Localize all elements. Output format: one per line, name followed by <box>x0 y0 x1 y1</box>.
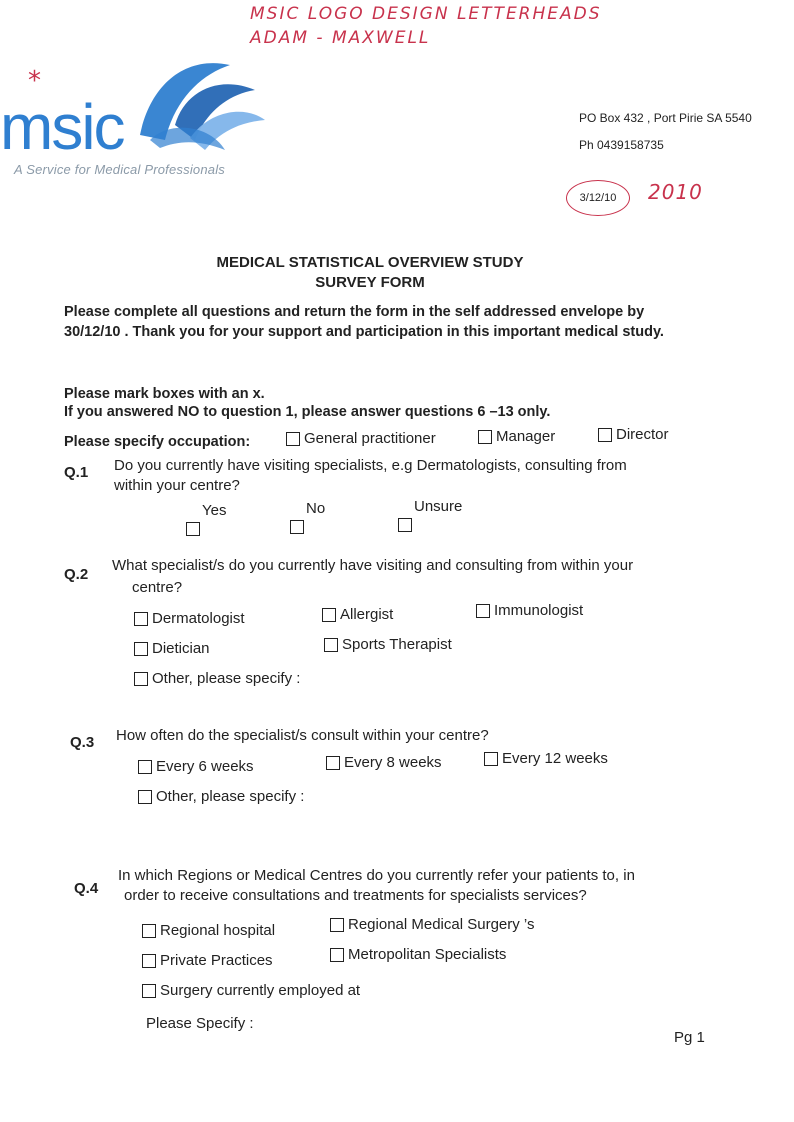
q1-number: Q.1 <box>64 464 89 481</box>
checkbox[interactable] <box>398 518 412 532</box>
logo-tagline: A Service for Medical Professionals <box>14 162 225 177</box>
q4-number: Q.4 <box>74 880 99 897</box>
date-stamp <box>566 180 630 216</box>
handwritten-year: 2010 <box>648 180 703 204</box>
checkbox[interactable] <box>142 984 156 998</box>
q2-number: Q.2 <box>64 566 89 583</box>
q1-option-unsure[interactable]: Unsure <box>398 498 488 534</box>
q2-option-dietician[interactable]: Dietician <box>134 640 210 657</box>
q2-option-sports-therapist[interactable]: Sports Therapist <box>324 636 452 653</box>
q1-option-yes[interactable]: Yes <box>186 502 246 538</box>
q3-option-every-8-weeks[interactable]: Every 8 weeks <box>326 754 442 771</box>
q2-option-immunologist[interactable]: Immunologist <box>476 602 583 619</box>
q2-option-allergist[interactable]: Allergist <box>322 606 393 623</box>
q4-text-line2: order to receive consultations and treatments for specialists services? <box>124 887 587 904</box>
checkbox[interactable] <box>142 954 156 968</box>
checkbox[interactable] <box>290 520 304 534</box>
q2-option-other[interactable]: Other, please specify : <box>134 670 300 687</box>
q4-please-specify: Please Specify : <box>146 1015 254 1032</box>
handwritten-note-line2: ADAM - MAXWELL <box>250 28 431 48</box>
q3-option-every-6-weeks[interactable]: Every 6 weeks <box>138 758 254 775</box>
occupation-label: Please specify occupation: <box>64 434 251 450</box>
checkbox[interactable] <box>138 790 152 804</box>
q2-option-dermatologist[interactable]: Dermatologist <box>134 610 245 627</box>
checkbox[interactable] <box>484 752 498 766</box>
checkbox[interactable] <box>330 918 344 932</box>
form-title-line2: SURVEY FORM <box>315 274 425 291</box>
checkbox[interactable] <box>286 432 300 446</box>
q4-text-line1: In which Regions or Medical Centres do you currently refer your patients to, in <box>118 867 635 884</box>
q1-text-line2: within your centre? <box>114 477 240 494</box>
q4-option-private-practices[interactable]: Private Practices <box>142 952 273 969</box>
instruction-mark-boxes: Please mark boxes with an x. <box>64 386 265 402</box>
q4-option-surgery-employed[interactable]: Surgery currently employed at <box>142 982 360 999</box>
occupation-option-general-practitioner[interactable]: General practitioner <box>286 430 436 447</box>
q1-option-no[interactable]: No <box>290 500 350 536</box>
checkbox[interactable] <box>134 672 148 686</box>
checkbox[interactable] <box>476 604 490 618</box>
page-number: Pg 1 <box>674 1029 705 1046</box>
checkbox[interactable] <box>134 612 148 626</box>
po-box-address: PO Box 432 , Port Pirie SA 5540 <box>579 111 752 125</box>
q3-option-other[interactable]: Other, please specify : <box>138 788 304 805</box>
instruction-no-q1: If you answered NO to question 1, please answer questions 6 –13 only. <box>64 404 551 420</box>
q3-number: Q.3 <box>70 734 95 751</box>
handwritten-star: * <box>28 66 43 96</box>
q4-option-metropolitan-specialists[interactable]: Metropolitan Specialists <box>330 946 506 963</box>
checkbox[interactable] <box>142 924 156 938</box>
checkbox[interactable] <box>322 608 336 622</box>
checkbox[interactable] <box>330 948 344 962</box>
q4-option-regional-medical-surgery[interactable]: Regional Medical Surgery ’s <box>330 916 534 933</box>
checkbox[interactable] <box>326 756 340 770</box>
occupation-option-director[interactable]: Director <box>598 426 669 443</box>
intro-line1: Please complete all questions and return the form in the self addressed envelope by <box>64 304 645 320</box>
q2-text-line1: What specialist/s do you currently have visiting and consulting from within your <box>112 557 634 574</box>
occupation-option-manager[interactable]: Manager <box>478 428 555 445</box>
q1-text-line1: Do you currently have visiting specialists, e.g Dermatologists, consulting from <box>114 457 627 474</box>
checkbox[interactable] <box>478 430 492 444</box>
checkbox[interactable] <box>598 428 612 442</box>
handwritten-note-line1: MSIC LOGO DESIGN LETTERHEADS <box>250 4 602 24</box>
q2-text-line2: centre? <box>132 579 183 596</box>
logo-wordmark: msic <box>0 91 124 163</box>
checkbox[interactable] <box>324 638 338 652</box>
q3-option-every-12-weeks[interactable]: Every 12 weeks <box>484 750 608 767</box>
q3-text-line1: How often do the specialist/s consult within your centre? <box>116 727 489 744</box>
intro-line2: 30/12/10 . Thank you for your support and participation in this important medical study. <box>64 324 664 340</box>
q4-option-regional-hospital[interactable]: Regional hospital <box>142 922 275 939</box>
checkbox[interactable] <box>138 760 152 774</box>
checkbox[interactable] <box>134 642 148 656</box>
date-value: 3/12/10 <box>579 192 617 204</box>
form-title-line1: MEDICAL STATISTICAL OVERVIEW STUDY <box>216 254 524 271</box>
checkbox[interactable] <box>186 522 200 536</box>
phone-number: Ph 0439158735 <box>579 138 664 152</box>
